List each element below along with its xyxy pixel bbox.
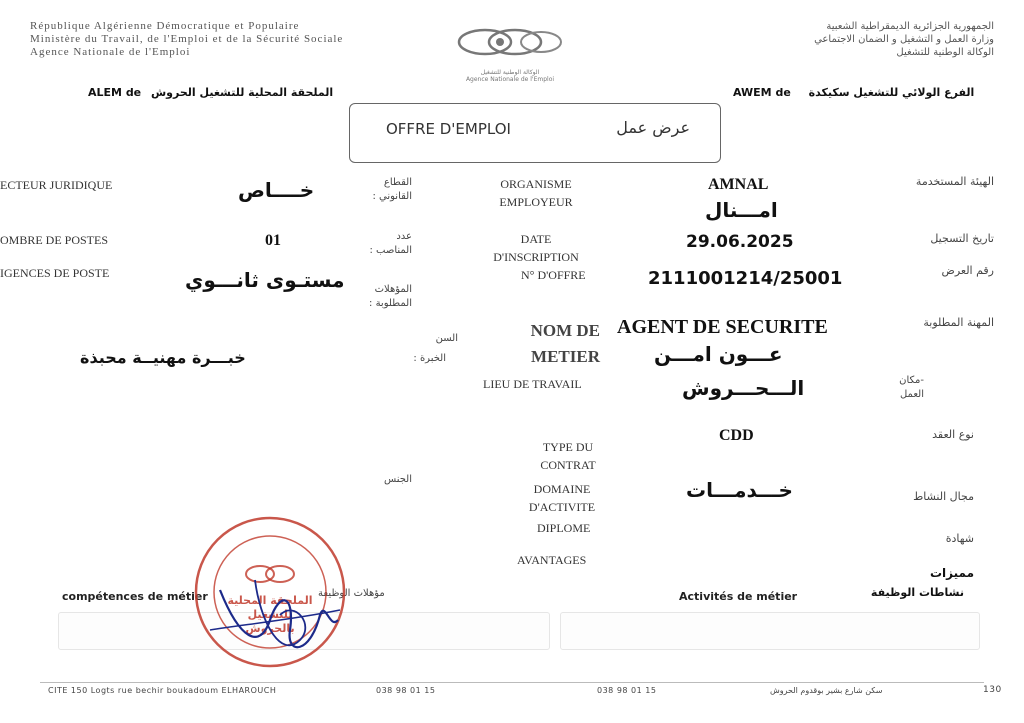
footer-phone-1: 038 98 01 15 — [376, 686, 436, 695]
date-label — [480, 230, 592, 266]
exigences-value: مستـوى ثانـــوي — [185, 268, 345, 292]
organisme-label-line: EMPLOYEUR — [499, 195, 573, 209]
contrat-label-ar: نوع العقد — [932, 428, 974, 441]
logo-caption-fr: Agence Nationale de l'Emploi — [465, 76, 555, 83]
avantages-label-ar: مميزات — [929, 566, 974, 580]
date-label-line: D'INSCRIPTION — [493, 250, 579, 264]
awem-fr: AWEM de — [733, 86, 791, 99]
diplome-label-ar: شهادة — [945, 532, 974, 545]
signature-icon — [200, 560, 350, 670]
contrat-label-line: CONTRAT — [540, 458, 596, 472]
nom-metier-label — [490, 318, 600, 370]
offre-label-ar: رقم العرض — [941, 264, 994, 277]
organisme-label — [480, 175, 592, 211]
domaine-label — [512, 480, 612, 516]
anem-logo-icon — [445, 20, 575, 64]
offer-title-box — [349, 103, 721, 163]
age-label-ar: السن — [435, 333, 458, 344]
anem-logo — [445, 20, 575, 83]
activites-label: Activités de métier — [679, 590, 798, 603]
lieu-label: LIEU DE TRAVAIL — [483, 377, 582, 391]
metier-value-ar: عـــون امـــن — [654, 342, 783, 366]
nom-metier-label-line: METIER — [531, 347, 600, 366]
postes-label-ar-line: المناصب : — [369, 245, 412, 256]
signature — [200, 560, 350, 670]
header-fr-line: République Algérienne Démocratique et Populaire — [30, 20, 300, 32]
lieu-value-ar: الـــحـــروش — [682, 376, 805, 400]
metier-label-ar: المهنة المطلوبة — [923, 316, 994, 329]
alem-ar: الملحقة المحلية للتشغيل الحروش — [151, 86, 334, 99]
date-label-ar: تاريخ التسجيل — [930, 232, 994, 245]
diplome-label: DIPLOME — [537, 521, 591, 535]
lieu-label-ar-line: -مكان — [899, 375, 924, 386]
contrat-label-line: TYPE DU — [542, 440, 594, 454]
lieu-label-ar-line: العمل — [899, 389, 924, 400]
header-fr — [30, 20, 343, 59]
lieu-label-ar — [899, 374, 924, 402]
activites-label-ar: نشاطات الوظيفة — [870, 586, 964, 599]
stamp-line: بالحروش — [245, 622, 295, 635]
header-ar-line: الوكالة الوطنية للتشغيل — [896, 47, 994, 58]
awem-line — [733, 86, 974, 99]
organisme-label-line: ORGANISME — [500, 177, 572, 191]
competences-label: compétences de métier — [62, 590, 208, 603]
metier-value-fr: AGENT DE SECURITE — [617, 316, 828, 338]
footer-divider — [40, 682, 984, 683]
header-ar-line: الجمهورية الجزائرية الديمقراطية الشعبية — [826, 21, 994, 32]
offre-no-label: N° D'OFFRE — [521, 268, 586, 282]
alem-line — [88, 86, 333, 99]
postes-value: 01 — [265, 232, 281, 249]
secteur-label-ar-line: القانوني : — [372, 191, 412, 202]
header-fr-line: Ministère du Travail, de l'Emploi et de la Sécurité Sociale — [30, 33, 344, 45]
postes-label-ar-line: عدد — [396, 231, 412, 242]
awem-ar: الفرع الولائي للتشغيل سكيكدة — [808, 86, 975, 99]
header-ar-line: وزارة العمل و التشغيل و الضمان الاجتماعي — [814, 34, 994, 45]
header-fr-line: Agence Nationale de l'Emploi — [30, 46, 191, 58]
date-value: 29.06.2025 — [686, 232, 794, 252]
activites-field — [560, 612, 980, 650]
organisme-value-ar: امـــنال — [705, 198, 778, 222]
domaine-value-ar: خـــدمـــات — [686, 478, 793, 502]
logo-caption-ar: الوكالة الوطنية للتشغيل — [480, 69, 540, 76]
organisme-label-ar: الهيئة المستخدمة — [915, 175, 994, 188]
competences-label-ar: مؤهلات الوظيفة — [318, 588, 385, 599]
secteur-label: ECTEUR JURIDIQUE — [0, 178, 113, 192]
stamp-line: الملحقة المحلية — [227, 594, 313, 607]
sexe-label-ar: الجنس — [383, 474, 412, 485]
nom-metier-label-line: NOM DE — [530, 321, 600, 340]
postes-label-ar — [369, 230, 412, 258]
exigences-label-ar-line: المطلوبة : — [369, 298, 412, 309]
secteur-label-ar — [372, 176, 412, 204]
organisme-value-fr: AMNAL — [708, 176, 769, 193]
domaine-label-line: D'ACTIVITE — [528, 500, 596, 514]
postes-label: OMBRE DE POSTES — [0, 233, 109, 247]
contrat-value: CDD — [719, 427, 754, 444]
footer-address-fr: CITE 150 Logts rue bechir boukadoum ELHAROUCH — [48, 686, 277, 695]
exigences-label: IGENCES DE POSTE — [0, 266, 110, 280]
avantages-label: AVANTAGES — [517, 553, 587, 567]
experience-label-ar: الخبرة : — [413, 353, 446, 364]
offre-no-value: 2111001214/25001 — [648, 268, 843, 289]
contrat-label — [518, 438, 618, 474]
header-ar — [614, 20, 994, 59]
footer-phone-2: 038 98 01 15 — [597, 686, 657, 695]
alem-fr: ALEM de — [88, 86, 142, 99]
stamp-line: للتشغيل — [247, 608, 293, 621]
date-label-line: DATE — [520, 232, 552, 246]
domaine-label-ar: مجال النشاط — [913, 490, 974, 503]
secteur-value: خــــاص — [238, 178, 315, 202]
secteur-label-ar-line: القطاع — [383, 177, 412, 188]
exigences-label-ar-line: المؤهلات — [374, 284, 412, 295]
footer-number: 130 — [983, 685, 1002, 695]
title-fr: OFFRE D'EMPLOI — [386, 120, 511, 138]
exigences-label-ar — [369, 283, 412, 311]
domaine-label-line: DOMAINE — [533, 482, 591, 496]
experience-value: خبـــرة مهنيــة محبذة — [80, 348, 246, 367]
footer-address-ar: سكن شارع بشير بوقدوم الحروش — [770, 686, 883, 695]
title-ar: عرض عمل — [616, 118, 690, 137]
